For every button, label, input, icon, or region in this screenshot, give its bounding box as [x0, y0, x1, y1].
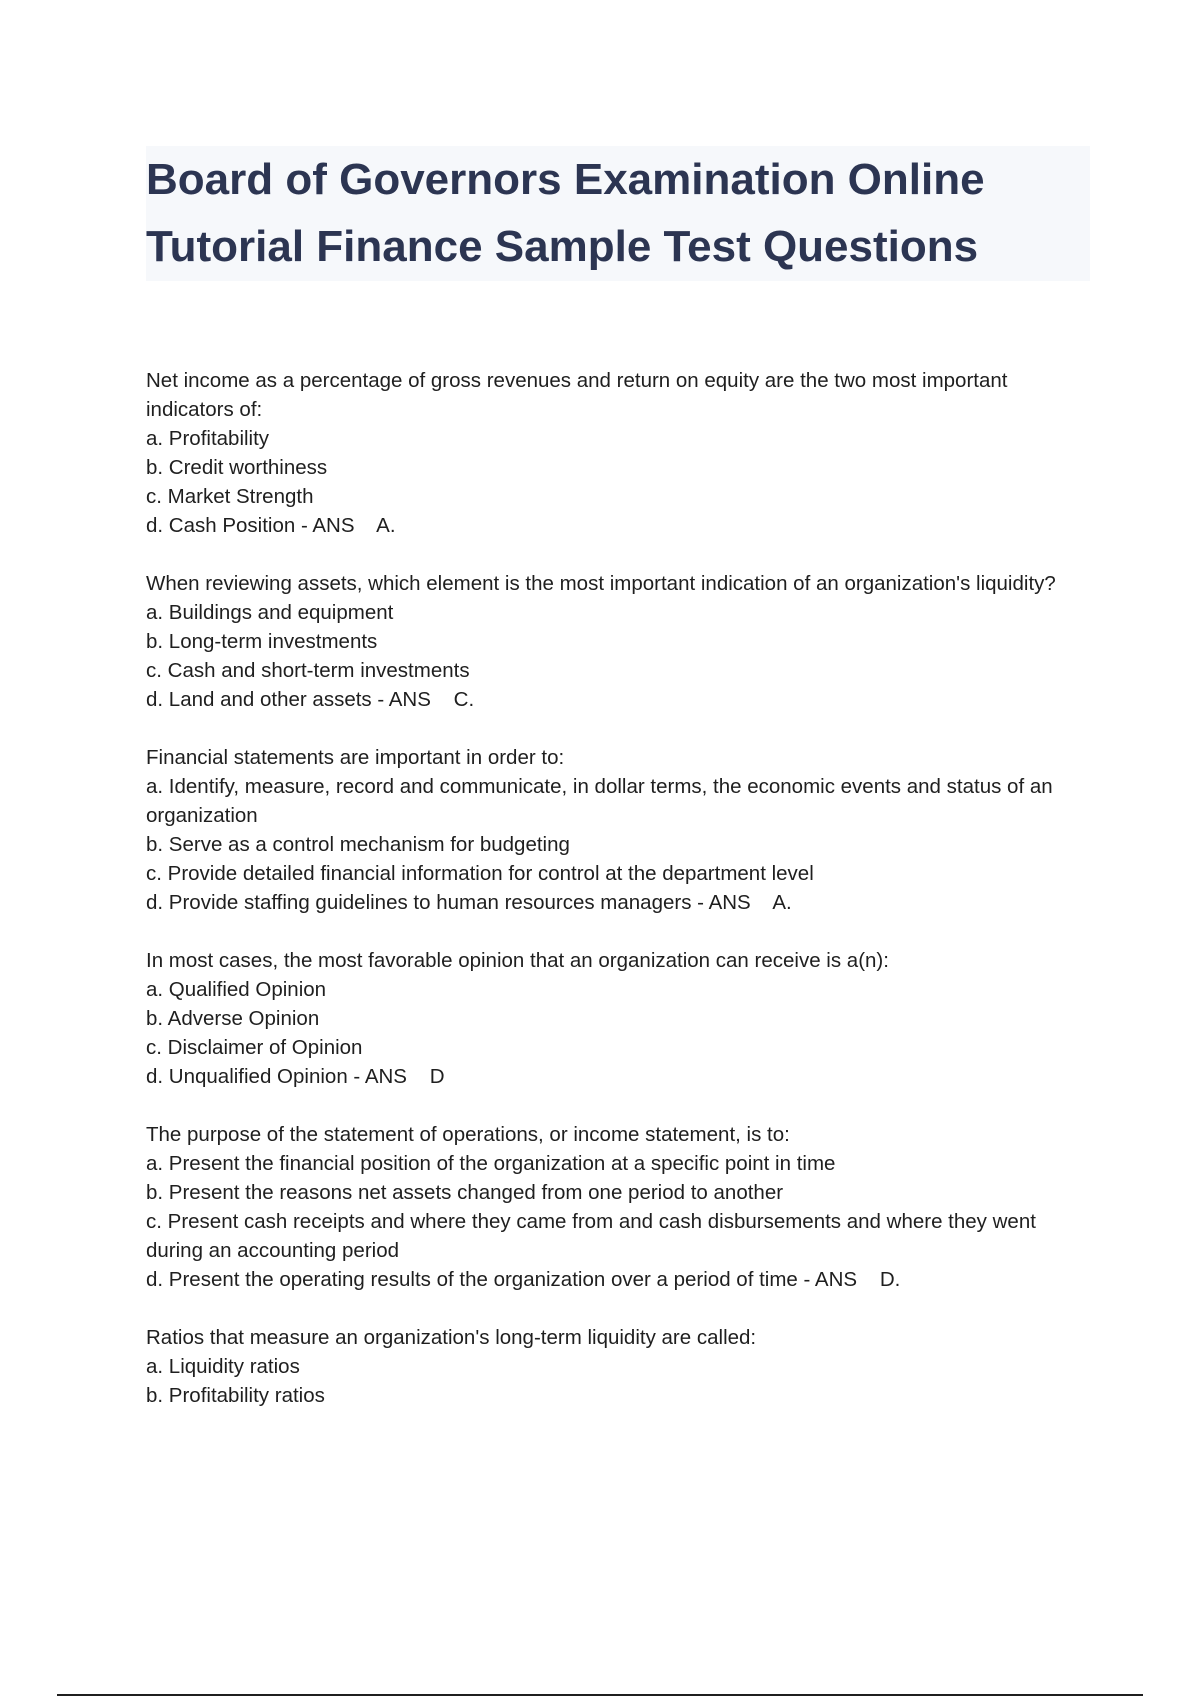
footer-divider — [57, 1694, 1143, 1696]
answer-key: ANS D — [364, 1065, 445, 1088]
question-3 — [146, 743, 1090, 917]
answer-key: ANS C. — [388, 688, 475, 711]
option-d-text: d. Unqualified Opinion - — [146, 1065, 365, 1088]
option-c: c. Provide detailed financial information for control at the department level — [146, 862, 814, 885]
option-d-text: d. Present the operating results of the organization over a period of time - — [146, 1268, 815, 1291]
question-4 — [146, 946, 1090, 1091]
question-stem: When reviewing assets, which element is the most important indication of an organization's liquidity? — [146, 572, 1056, 595]
question-2 — [146, 569, 1090, 714]
question-stem: Net income as a percentage of gross revenues and return on equity are the two most important indicators of: — [146, 369, 1008, 421]
question-list — [146, 366, 1090, 1439]
option-b: b. Adverse Opinion — [146, 1007, 320, 1030]
option-a: a. Identify, measure, record and communicate, in dollar terms, the economic events and status of an organization — [146, 775, 1053, 827]
option-b: b. Profitability ratios — [146, 1384, 325, 1407]
option-d — [146, 685, 1090, 714]
question-6 — [146, 1323, 1090, 1410]
option-b: b. Credit worthiness — [146, 456, 328, 479]
page-title — [146, 146, 1090, 280]
option-a: a. Qualified Opinion — [146, 978, 327, 1001]
title-box — [146, 146, 1090, 281]
option-d — [146, 1265, 1090, 1294]
option-c: c. Market Strength — [146, 485, 314, 508]
question-stem: Financial statements are important in order to: — [146, 746, 565, 769]
option-a: a. Liquidity ratios — [146, 1355, 300, 1378]
title-line-2: Tutorial Finance Sample Test Questions — [146, 222, 979, 271]
option-d-text: d. Land and other assets - — [146, 688, 389, 711]
option-a: a. Profitability — [146, 427, 270, 450]
option-c: c. Disclaimer of Opinion — [146, 1036, 363, 1059]
answer-key: ANS D. — [814, 1268, 901, 1291]
answer-key: ANS A. — [312, 514, 396, 537]
question-5 — [146, 1120, 1090, 1294]
option-b: b. Serve as a control mechanism for budgeting — [146, 833, 570, 856]
option-c: c. Present cash receipts and where they came from and cash disbursements and where they went during an accounting period — [146, 1210, 1036, 1262]
option-a: a. Present the financial position of the organization at a specific point in time — [146, 1152, 836, 1175]
answer-key: ANS A. — [708, 891, 792, 914]
option-d-text: d. Provide staffing guidelines to human resources managers - — [146, 891, 709, 914]
question-stem: Ratios that measure an organization's long-term liquidity are called: — [146, 1326, 757, 1349]
question-stem: The purpose of the statement of operations, or income statement, is to: — [146, 1123, 790, 1146]
option-d — [146, 888, 1090, 917]
option-d — [146, 511, 1090, 540]
question-1 — [146, 366, 1090, 540]
option-d — [146, 1062, 1090, 1091]
title-line-1: Board of Governors Examination Online — [146, 155, 985, 204]
option-c: c. Cash and short-term investments — [146, 659, 470, 682]
option-d-text: d. Cash Position - — [146, 514, 313, 537]
question-stem: In most cases, the most favorable opinion that an organization can receive is a(n): — [146, 949, 889, 972]
option-a: a. Buildings and equipment — [146, 601, 394, 624]
option-b: b. Present the reasons net assets changed from one period to another — [146, 1181, 784, 1204]
option-b: b. Long-term investments — [146, 630, 378, 653]
